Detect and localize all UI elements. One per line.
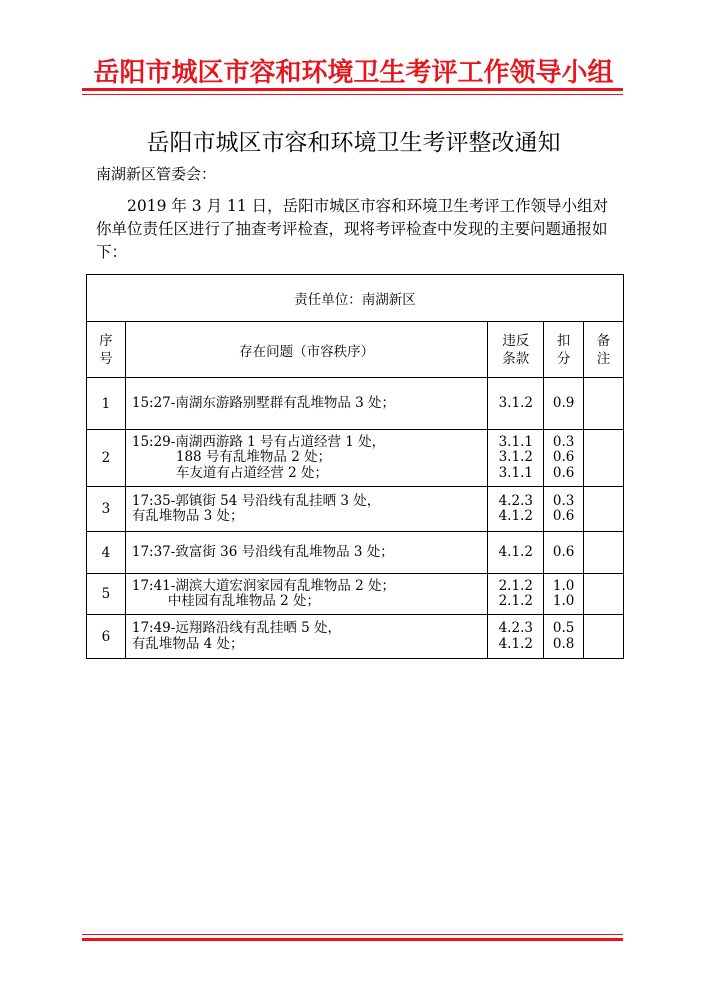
row-deducts: 1.0 1.0	[544, 574, 584, 615]
row-remark	[584, 615, 624, 659]
row-clauses: 3.1.2	[488, 378, 544, 430]
row-issues: 17:41-湖滨大道宏润家园有乱堆物品 2 处； 中桂园有乱堆物品 2 处；	[125, 574, 487, 615]
row-clauses: 4.2.3 4.1.2	[488, 487, 544, 532]
header-clause: 违反 条款	[488, 322, 544, 378]
header-deduct: 扣 分	[544, 322, 584, 378]
row-remark	[584, 574, 624, 615]
notice-body: 2019 年 3 月 11 日，岳阳市城区市容和环境卫生考评工作领导小组对你单位责任区进行了抽查考评检查，现将考评检查中发现的主要问题通报如下：	[96, 197, 609, 261]
header-index: 序 号	[87, 322, 126, 378]
row-deducts: 0.3 0.6	[544, 487, 584, 532]
header-issue: 存在问题（市容秩序）	[125, 322, 487, 378]
row-issues: 15:29-南湖西游路 1 号有占道经营 1 处， 188 号有乱堆物品 2 处； 车友道有占道经营 2 处；	[125, 430, 487, 487]
letterhead-rule-thick	[82, 88, 623, 91]
header-remark: 备 注	[584, 322, 624, 378]
row-clauses: 2.1.2 2.1.2	[488, 574, 544, 615]
row-issues: 17:37-致富街 36 号沿线有乱堆物品 3 处；	[125, 532, 487, 574]
row-remark	[584, 532, 624, 574]
row-clauses: 4.1.2	[488, 532, 544, 574]
table-row	[87, 430, 624, 487]
row-index: 5	[87, 574, 126, 615]
row-issues: 17:35-郭镇街 54 号沿线有乱挂晒 3 处， 有乱堆物品 3 处；	[125, 487, 487, 532]
row-remark	[584, 378, 624, 430]
row-deducts: 0.6	[544, 532, 584, 574]
row-clauses: 3.1.1 3.1.2 3.1.1	[488, 430, 544, 487]
letterhead-title: 岳阳市城区市容和环境卫生考评工作领导小组	[93, 58, 614, 88]
responsible-unit-cell: 责任单位：南湖新区	[87, 275, 624, 322]
row-index: 3	[87, 487, 126, 532]
row-deducts: 0.5 0.8	[544, 615, 584, 659]
row-remark	[584, 430, 624, 487]
table-row	[87, 615, 624, 659]
table-header-row	[87, 322, 624, 378]
footer-rule-thick	[82, 938, 623, 941]
document-title: 岳阳市城区市容和环境卫生考评整改通知	[146, 130, 561, 156]
row-issues: 15:27-南湖东游路别墅群有乱堆物品 3 处；	[125, 378, 487, 430]
row-index: 2	[87, 430, 126, 487]
row-clauses: 4.2.3 4.1.2	[488, 615, 544, 659]
row-index: 1	[87, 378, 126, 430]
table-row	[87, 532, 624, 574]
table-row	[87, 487, 624, 532]
row-index: 6	[87, 615, 126, 659]
table-row	[87, 574, 624, 615]
row-deducts: 0.9	[544, 378, 584, 430]
row-remark	[584, 487, 624, 532]
row-deducts: 0.3 0.6 0.6	[544, 430, 584, 487]
row-issues: 17:49-远翔路沿线有乱挂晒 5 处， 有乱堆物品 4 处；	[125, 615, 487, 659]
row-index: 4	[87, 532, 126, 574]
letterhead-rule-thin	[82, 94, 623, 95]
inspection-table	[86, 274, 624, 659]
table-row	[87, 378, 624, 430]
footer-rule-thin	[82, 934, 623, 935]
recipient: 南湖新区管委会：	[96, 165, 217, 183]
